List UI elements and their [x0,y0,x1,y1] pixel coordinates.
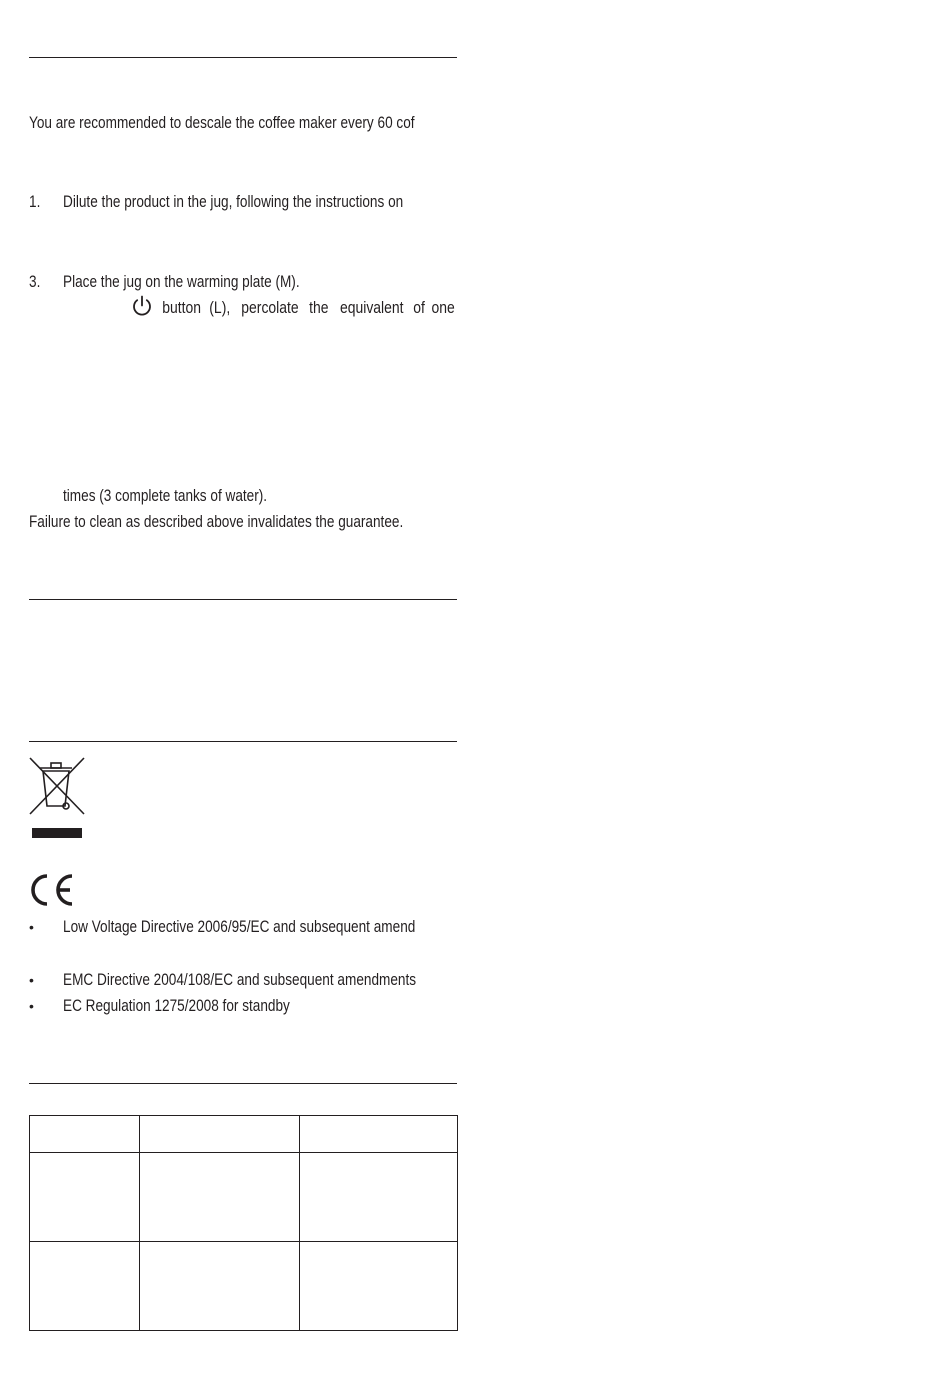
step-4-word: equivalent [339,298,404,317]
step-3-number: 3. [29,272,41,291]
step-4-word: button [162,298,202,317]
crossed-out-wheelie-bin-icon [28,756,86,840]
table-cell [300,1153,458,1242]
step-4-line [158,297,457,321]
table-row [30,1116,458,1153]
table-cell [30,1153,140,1242]
step-1-number: 1. [29,192,41,211]
section-divider-middle [29,599,457,600]
table-cell [300,1242,458,1331]
section-divider-disposal [29,741,457,742]
table-cell [140,1242,300,1331]
step-4-word: percolate [241,298,299,317]
guarantee-note: Failure to clean as described above invalidates the guarantee. [29,512,404,531]
step-4-word: of [413,298,426,317]
spec-table [29,1115,458,1331]
directive-text: Low Voltage Directive 2006/95/EC and subsequent amend [63,917,416,936]
directive-text: EC Regulation 1275/2008 for standby [63,996,290,1015]
table-cell [300,1116,458,1153]
section-divider-top [29,57,457,58]
directive-item [63,916,458,940]
step-4-word: the [309,298,329,317]
step-4-word: (L), [209,298,231,317]
step-1-line [63,191,458,215]
step-tail-text: times (3 complete tanks of water). [63,486,268,505]
section-divider-specs [29,1083,457,1084]
table-row [30,1153,458,1242]
bullet-marker: • [29,919,34,935]
power-icon [131,295,153,317]
bullet-marker: • [29,972,34,988]
table-cell [30,1242,140,1331]
step-4-word: one [431,298,455,317]
table-cell [140,1116,300,1153]
descale-intro-line [29,112,457,136]
bullet-marker: • [29,998,34,1014]
table-cell [30,1116,140,1153]
step-3-text: Place the jug on the warming plate (M). [63,272,300,291]
step-1-text: Dilute the product in the jug, following the instructions on [63,192,404,211]
table-cell [140,1153,300,1242]
table-row [30,1242,458,1331]
directive-text: EMC Directive 2004/108/EC and subsequent amendments [63,970,417,989]
ce-mark-icon [28,873,76,907]
descale-intro: You are recommended to descale the coffee maker every 60 cof [29,113,415,132]
